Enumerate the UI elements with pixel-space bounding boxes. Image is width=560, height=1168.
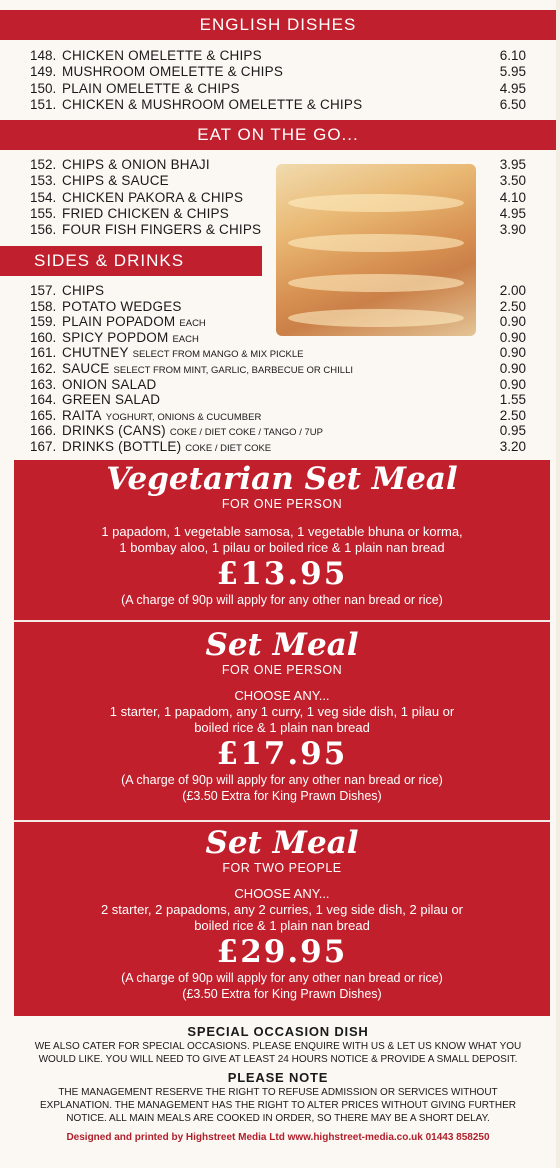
item-number: 158. bbox=[30, 298, 57, 314]
item-name: DRINKS (CANS) bbox=[62, 423, 166, 439]
set-meal-note: (A charge of 90p will apply for any other nan bread or rice) bbox=[121, 773, 443, 787]
item-price: 0.90 bbox=[499, 345, 526, 361]
set-meal-vegetarian bbox=[14, 462, 550, 608]
item-number: 167. bbox=[30, 439, 57, 454]
item-note: YOGHURT, ONIONS & CUCUMBER bbox=[105, 411, 262, 423]
item-note: COKE / DIET COKE bbox=[185, 443, 272, 454]
item-number: 149. bbox=[30, 64, 57, 80]
item-price: 4.95 bbox=[499, 205, 526, 221]
please-note-text-line1: THE MANAGEMENT RESERVE THE RIGHT TO REFUSE ADMISSION OR SERVICES WITHOUT bbox=[58, 1087, 498, 1098]
item-name: DRINKS (BOTTLE) bbox=[62, 439, 182, 454]
set-meal-desc-line2: boiled rice & 1 plain nan bread bbox=[194, 918, 370, 933]
item-number: 160. bbox=[30, 329, 57, 345]
item-number: 163. bbox=[30, 376, 57, 392]
item-price: 0.90 bbox=[499, 361, 526, 376]
item-price: 1.55 bbox=[499, 392, 526, 408]
menu-item bbox=[30, 439, 526, 455]
item-note: SELECT FROM MANGO & MIX PICKLE bbox=[132, 349, 304, 361]
set-meal-price: £13.95 bbox=[216, 556, 348, 592]
item-price: 0.90 bbox=[499, 376, 526, 392]
item-name: ONION SALAD bbox=[62, 376, 157, 392]
item-name: SPICY POPDOM bbox=[62, 329, 169, 345]
please-note-text-line2: EXPLANATION. THE MANAGEMENT HAS THE RIGHT TO ALTER PRICES WITHOUT GIVING FURTHER bbox=[39, 1100, 516, 1111]
item-name: CHICKEN PAKORA & CHIPS bbox=[62, 189, 244, 205]
menu-item bbox=[30, 314, 526, 330]
item-name: CHIPS bbox=[62, 283, 105, 298]
set-meal-title: Set Meal bbox=[205, 825, 359, 861]
item-number: 159. bbox=[30, 314, 57, 330]
set-meal-note: (A charge of 90p will apply for any other nan bread or rice) bbox=[121, 971, 443, 985]
menu-item bbox=[30, 48, 526, 64]
set-meal-desc-line1: 2 starter, 2 papadoms, any 2 curries, 1 veg side dish, 2 pilau or bbox=[100, 902, 464, 917]
set-meal-desc-line1: 1 starter, 1 papadom, any 1 curry, 1 veg side dish, 1 pilau or bbox=[109, 704, 455, 719]
item-price: 2.50 bbox=[499, 298, 526, 314]
set-meal-desc-line2: 1 bombay aloo, 1 pilau or boiled rice & 1 plain nan bread bbox=[119, 540, 445, 555]
item-number: 157. bbox=[30, 283, 57, 298]
item-price: 6.10 bbox=[499, 48, 526, 63]
item-name: POTATO WEDGES bbox=[62, 298, 182, 314]
item-number: 148. bbox=[30, 48, 57, 63]
item-note: COKE / DIET COKE / TANGO / 7UP bbox=[169, 427, 323, 439]
item-name: PLAIN POPADOM bbox=[62, 314, 176, 330]
set-meal-title: Set Meal bbox=[205, 627, 359, 663]
set-meal-price: £17.95 bbox=[216, 736, 348, 772]
set-meal-serves: FOR ONE PERSON bbox=[221, 663, 343, 677]
set-meal-price: £29.95 bbox=[216, 934, 348, 970]
item-price: 0.95 bbox=[499, 423, 526, 439]
item-number: 154. bbox=[30, 189, 57, 205]
footer bbox=[20, 1024, 536, 1144]
set-meals-panel bbox=[14, 460, 550, 1016]
item-name: PLAIN OMELETTE & CHIPS bbox=[62, 80, 240, 96]
set-meal-serves: FOR TWO PEOPLE bbox=[222, 861, 342, 875]
divider bbox=[14, 820, 550, 822]
menu-item bbox=[30, 377, 526, 393]
item-name: RAITA bbox=[62, 407, 102, 423]
set-meal-choose: CHOOSE ANY... bbox=[234, 688, 330, 703]
item-name: GREEN SALAD bbox=[62, 392, 161, 408]
menu-item bbox=[30, 81, 526, 97]
set-meal-note-extra: (£3.50 Extra for King Prawn Dishes) bbox=[182, 789, 382, 803]
item-price: 5.95 bbox=[499, 64, 526, 80]
set-meal-one-person bbox=[14, 628, 550, 804]
set-meal-choose: CHOOSE ANY... bbox=[234, 886, 330, 901]
item-price: 2.50 bbox=[499, 407, 526, 423]
item-name: CHICKEN OMELETTE & CHIPS bbox=[62, 48, 262, 63]
item-price: 0.90 bbox=[499, 329, 526, 345]
item-price: 4.10 bbox=[499, 189, 526, 205]
menu-item bbox=[30, 423, 526, 439]
item-name: CHUTNEY bbox=[62, 345, 129, 361]
item-number: 153. bbox=[30, 173, 57, 189]
item-name: SAUCE bbox=[62, 361, 110, 376]
menu-item bbox=[30, 392, 526, 408]
set-meal-title: Vegetarian Set Meal bbox=[106, 461, 458, 497]
item-price: 3.50 bbox=[499, 173, 526, 189]
section-heading-eat-on-the-go: EAT ON THE GO... bbox=[0, 120, 556, 150]
menu-item bbox=[30, 299, 526, 315]
item-name: CHICKEN & MUSHROOM OMELETTE & CHIPS bbox=[62, 96, 363, 112]
set-meal-desc-line1: 1 papadom, 1 vegetable samosa, 1 vegetable bhuna or korma, bbox=[101, 524, 463, 539]
set-meal-serves: FOR ONE PERSON bbox=[221, 497, 343, 511]
item-price: 4.95 bbox=[499, 80, 526, 96]
menu-item bbox=[30, 283, 526, 299]
item-number: 156. bbox=[30, 222, 57, 238]
please-note-heading: PLEASE NOTE bbox=[227, 1070, 329, 1085]
item-number: 152. bbox=[30, 157, 57, 172]
item-name: FRIED CHICKEN & CHIPS bbox=[62, 205, 229, 221]
menu-item bbox=[30, 330, 526, 346]
menu-item bbox=[30, 361, 526, 377]
printer-credit: Designed and printed by Highstreet Media Ltd www.highstreet-media.co.uk 01443 858250 bbox=[66, 1132, 490, 1143]
item-note: EACH bbox=[179, 318, 206, 330]
item-price: 3.95 bbox=[499, 157, 526, 172]
item-note: SELECT FROM MINT, GARLIC, BARBECUE OR CHILLI bbox=[113, 365, 353, 376]
set-meal-two-people bbox=[14, 826, 550, 1002]
set-meal-desc-line2: boiled rice & 1 plain nan bread bbox=[194, 720, 370, 735]
section-heading-english: ENGLISH DISHES bbox=[0, 10, 556, 40]
item-price: 6.50 bbox=[499, 96, 526, 112]
menu-item bbox=[30, 64, 526, 80]
menu-item bbox=[30, 345, 526, 361]
section-heading-sides-drinks: SIDES & DRINKS bbox=[0, 246, 262, 276]
item-name: CHIPS & ONION BHAJI bbox=[62, 157, 210, 172]
special-occasion-text-line1: WE ALSO CATER FOR SPECIAL OCCASIONS. PLEASE ENQUIRE WITH US & LET US KNOW WHAT YOU bbox=[34, 1041, 522, 1052]
set-meal-note-extra: (£3.50 Extra for King Prawn Dishes) bbox=[182, 987, 382, 1001]
menu-item bbox=[30, 408, 526, 424]
item-name: FOUR FISH FINGERS & CHIPS bbox=[62, 222, 262, 238]
special-occasion-text-line2: WOULD LIKE. YOU WILL NEED TO GIVE AT LEAST 24 HOURS NOTICE & PROVIDE A SMALL DEPOSIT. bbox=[38, 1054, 518, 1065]
item-note: EACH bbox=[172, 333, 199, 345]
item-number: 150. bbox=[30, 80, 57, 96]
item-number: 165. bbox=[30, 407, 57, 423]
menu-item bbox=[30, 97, 526, 113]
item-name: MUSHROOM OMELETTE & CHIPS bbox=[62, 64, 284, 80]
item-price: 3.90 bbox=[499, 222, 526, 238]
divider bbox=[14, 620, 550, 622]
item-price: 3.20 bbox=[499, 439, 526, 454]
item-number: 155. bbox=[30, 205, 57, 221]
item-number: 164. bbox=[30, 392, 57, 408]
item-price: 0.90 bbox=[499, 314, 526, 330]
please-note-text-line3: NOTICE. ALL MAIN MEALS ARE COOKED IN ORDER, SO THERE MAY BE A SHORT DELAY. bbox=[66, 1113, 490, 1124]
item-number: 166. bbox=[30, 423, 57, 439]
special-occasion-heading: SPECIAL OCCASION DISH bbox=[187, 1024, 369, 1039]
item-number: 162. bbox=[30, 361, 57, 376]
item-number: 161. bbox=[30, 345, 57, 361]
item-price: 2.00 bbox=[499, 283, 526, 298]
item-number: 151. bbox=[30, 96, 57, 112]
item-name: CHIPS & SAUCE bbox=[62, 173, 169, 189]
set-meal-note: (A charge of 90p will apply for any other nan bread or rice) bbox=[121, 593, 443, 607]
